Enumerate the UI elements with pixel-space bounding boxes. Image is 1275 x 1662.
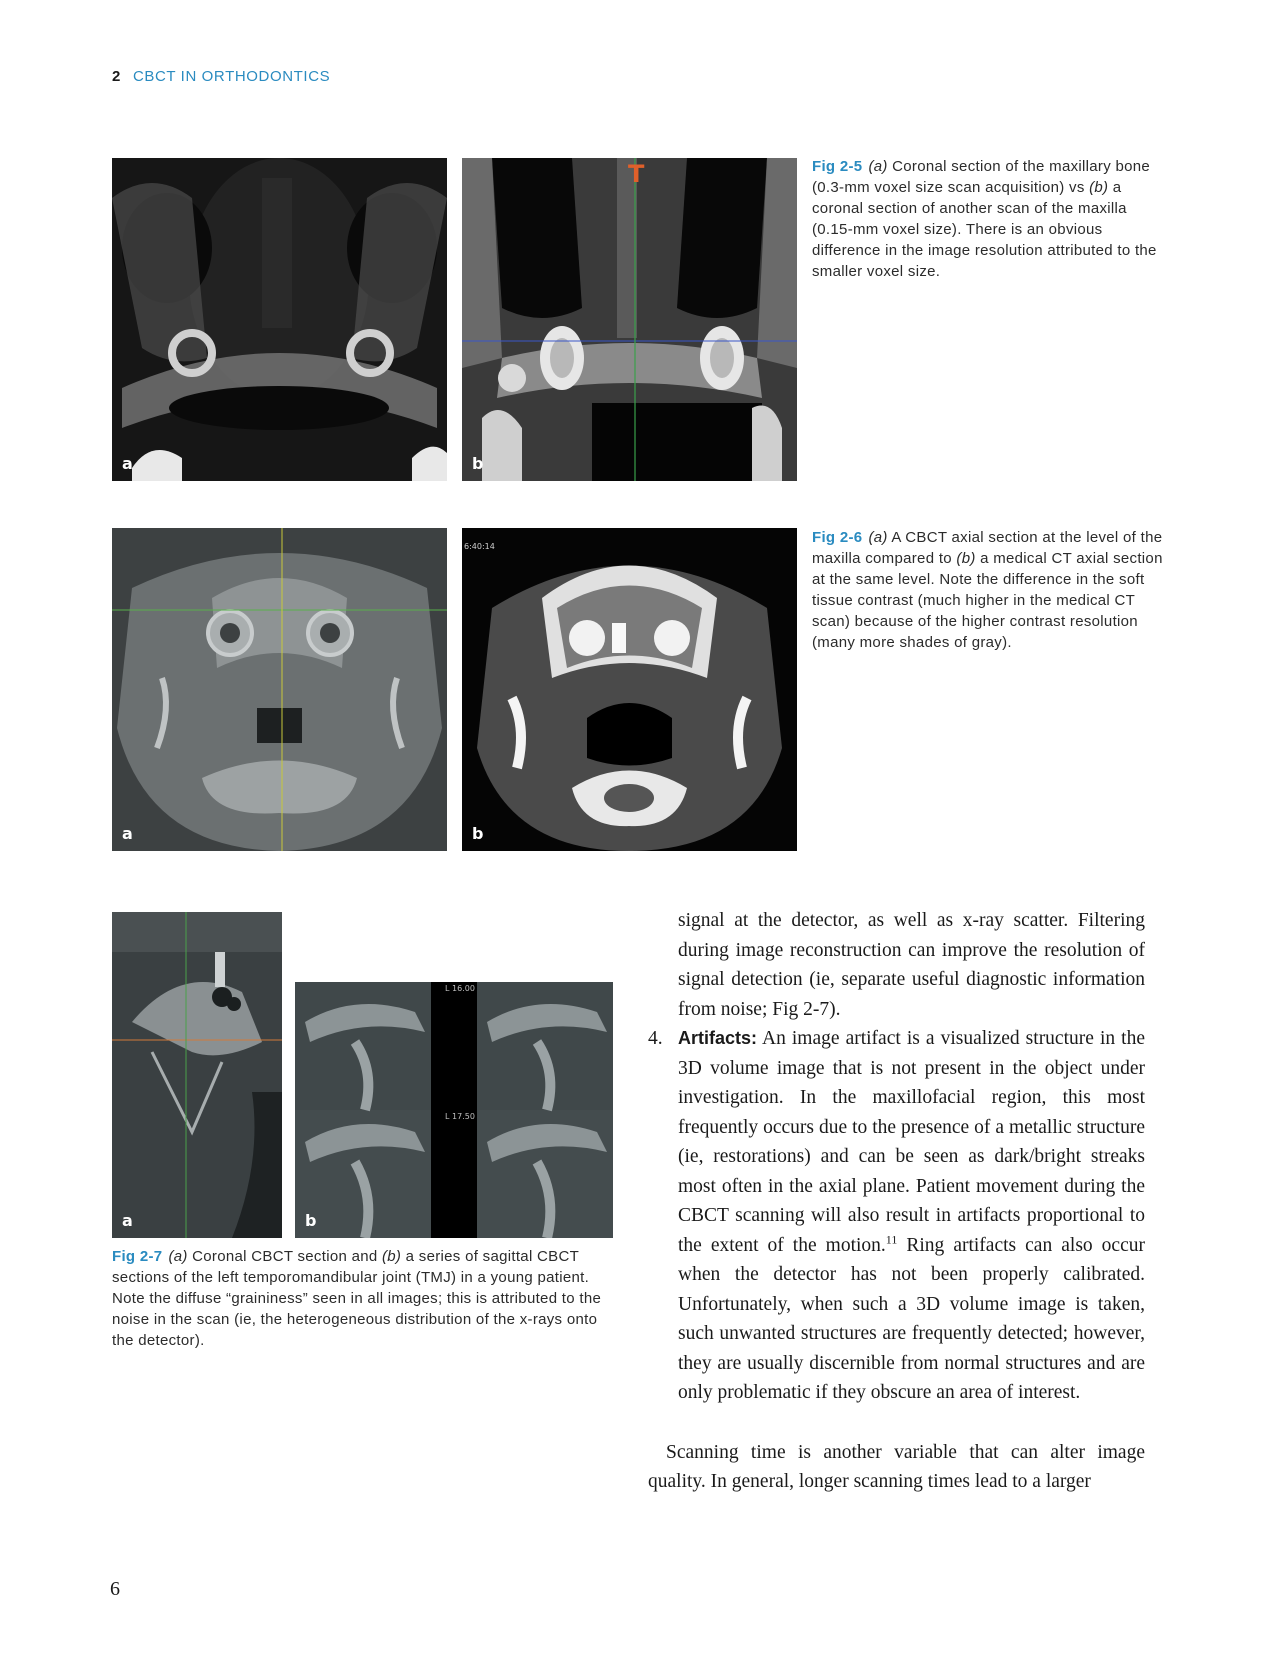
fig-2-5b-image	[462, 158, 797, 481]
coronal-tmj-graphic	[112, 912, 282, 1238]
panel-ref-b: (b)	[956, 550, 976, 567]
panel-ref-a: (a)	[868, 529, 888, 546]
orientation-marker: T	[628, 160, 645, 188]
fig-2-5a-image	[112, 158, 447, 481]
running-head	[112, 68, 330, 85]
caption-text: a series of sagittal CBCT sections of the left temporomandibular joint (TMJ) in a young patient. Note the diffuse “graininess” seen in all images; this is attributed to the noise in the scan (ie, the heterogeneous distribution of the x-rays onto the detector).	[112, 1248, 602, 1349]
fig-2-5-caption	[812, 156, 1164, 282]
panel-ref-a: (a)	[168, 1248, 188, 1265]
panel-letter-b: b	[305, 1211, 317, 1230]
scanning-paragraph: Scanning time is another variable that can alter image quality. In general, longer scanning times lead to a larger	[648, 1441, 1145, 1492]
caption-text: Coronal CBCT section and	[187, 1248, 382, 1265]
fig-2-6b-image	[462, 528, 797, 851]
chapter-title: CBCT IN ORTHODONTICS	[132, 68, 331, 85]
fig-2-7a-image	[112, 912, 282, 1238]
body-column	[648, 906, 1145, 1497]
sagittal-tmj-series-graphic	[295, 982, 613, 1238]
panel-letter-a: a	[122, 454, 133, 473]
figure-label: Fig 2-5	[812, 158, 863, 175]
panel-ref-b: (b)	[381, 1248, 402, 1265]
panel-letter-b: b	[472, 454, 484, 473]
list-text: An image artifact is a visualized structure in the 3D volume image that is not present in the object under investigation. In the maxillofacial region, this most frequently occurs due to the presence of a metallic structure (ie, restorations) and can be seen as dark/bright streaks most often in the axial plane. Patient movement during the CBCT scanning will also result in artifacts proportional to the extent of the motion.	[678, 1028, 1145, 1256]
fig-2-7-caption	[112, 1246, 612, 1351]
caption-text: Coronal section of the maxillary bone (0.3-mm voxel size scan acquisition) vs	[812, 158, 1151, 196]
axial-cbct-graphic	[112, 528, 447, 851]
list-item-artifacts	[648, 1024, 1145, 1408]
slice-label-1: L 16.00	[445, 984, 475, 993]
fig-2-6-caption	[812, 527, 1164, 653]
scan-timestamp: 6:40:14	[464, 542, 495, 551]
fig-2-7b-image	[295, 982, 613, 1238]
page-number: 6	[110, 1578, 120, 1600]
fig-2-6a-image	[112, 528, 447, 851]
slice-label-2: L 17.50	[445, 1112, 475, 1121]
caption-text: a coronal section of another scan of the maxilla (0.15-mm voxel size). There is an obvious difference in the image resolution attributed to the smaller voxel size.	[812, 179, 1157, 280]
list-number: 4.	[648, 1028, 663, 1049]
figure-label: Fig 2-6	[812, 529, 863, 546]
caption-text: A CBCT axial section at the level of the maxilla compared to	[812, 529, 1163, 567]
panel-ref-a: (a)	[868, 158, 888, 175]
coronal-cbct-graphic-highres	[462, 158, 797, 481]
panel-letter-b: b	[472, 824, 484, 843]
list-text: Ring artifacts can also occur when the detector has not been properly calibrated. Unfortunately, when such a 3D volume image is taken, such unwanted structures are frequently detected; however, they are usually discernible from normal structures and are only problematic if they obscure an area of interest.	[678, 1234, 1145, 1403]
panel-letter-a: a	[122, 1211, 133, 1230]
reference-superscript: 11	[885, 1232, 898, 1246]
figure-label: Fig 2-7	[112, 1248, 163, 1265]
panel-letter-a: a	[122, 824, 133, 843]
caption-text: a medical CT axial section at the same level. Note the difference in the soft tissue contrast (much higher in the medical CT scan) because of the higher contrast resolution (many more shades of gray).	[812, 550, 1163, 651]
continued-paragraph: signal at the detector, as well as x-ray scatter. Filtering during image reconstruction can improve the resolution of signal detection (ie, separate useful diagnostic information from noise; Fig 2-7).	[678, 910, 1145, 1020]
axial-medical-ct-graphic	[462, 528, 797, 851]
list-term: Artifacts:	[678, 1028, 758, 1048]
coronal-cbct-graphic	[112, 158, 447, 481]
chapter-number: 2	[112, 68, 121, 85]
panel-ref-b: (b)	[1089, 179, 1109, 196]
